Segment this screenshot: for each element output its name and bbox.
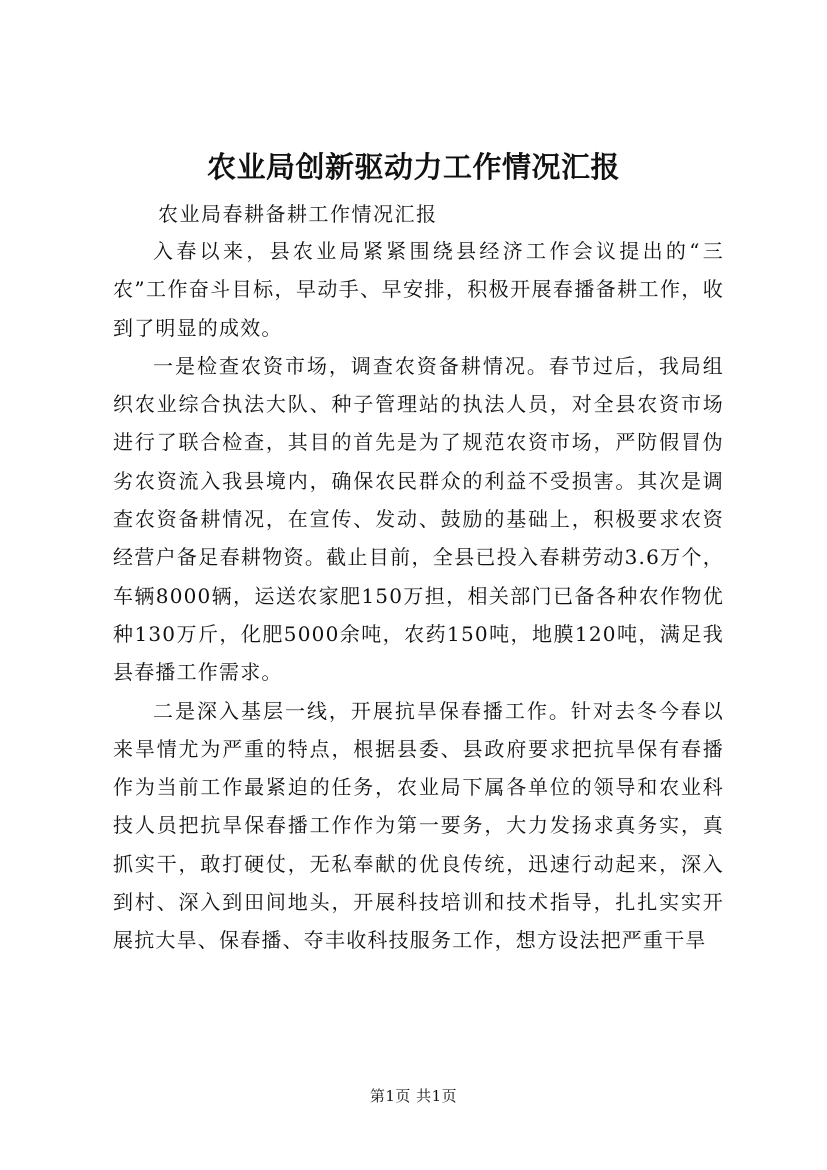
page-footer: 第1页 共1页 [369, 1087, 458, 1105]
paragraph-market-inspection: 一是检查农资市场，调查农资备耕情况。春节过后，我局组织农业综合执法大队、种子管理站的执法人员，对全县农资市场进行了联合检查，其目的首先是为了规范农资市场，严防假冒伪劣农资流入我县境内，确保农民群众的利益不受损害。其次是调查农资备耕情况，在宣传、发动、鼓励的基础上，积极要求农资经营户备足春耕物资。截止目前，全县已投入春耕劳动3.6万个，车辆8000辆，运送农家肥150万担，相关部门已备各种农作物优种130万斤，化肥5000余吨，农药150吨，地膜120吨，满足我县春播工作需求。 [113, 353, 724, 685]
paragraph-intro: 入春以来，县农业局紧紧围绕县经济工作会议提出的“三农”工作奋斗目标，早动手、早安排，积极开展春播备耕工作，收到了明显的成效。 [113, 239, 724, 340]
document-subtitle: 农业局春耕备耕工作情况汇报 [158, 202, 438, 226]
paragraph-drought-relief: 二是深入基层一线，开展抗旱保春播工作。针对去冬今春以来旱情尤为严重的特点，根据县委、县政府要求把抗旱保有春播作为当前工作最紧迫的任务，农业局下属各单位的领导和农业科技人员把抗旱保春播工作作为第一要务，大力发扬求真务实，真抓实干，敢打硬仗，无私奉献的优良传统，迅速行动起来，深入到村、深入到田间地头，开展科技培训和技术指导，扎扎实实开展抗大旱、保春播、夺丰收科技服务工作，想方设法把严重干旱 [113, 698, 724, 953]
document-title: 农业局创新驱动力工作情况汇报 [206, 150, 620, 184]
document-body [113, 232, 724, 960]
